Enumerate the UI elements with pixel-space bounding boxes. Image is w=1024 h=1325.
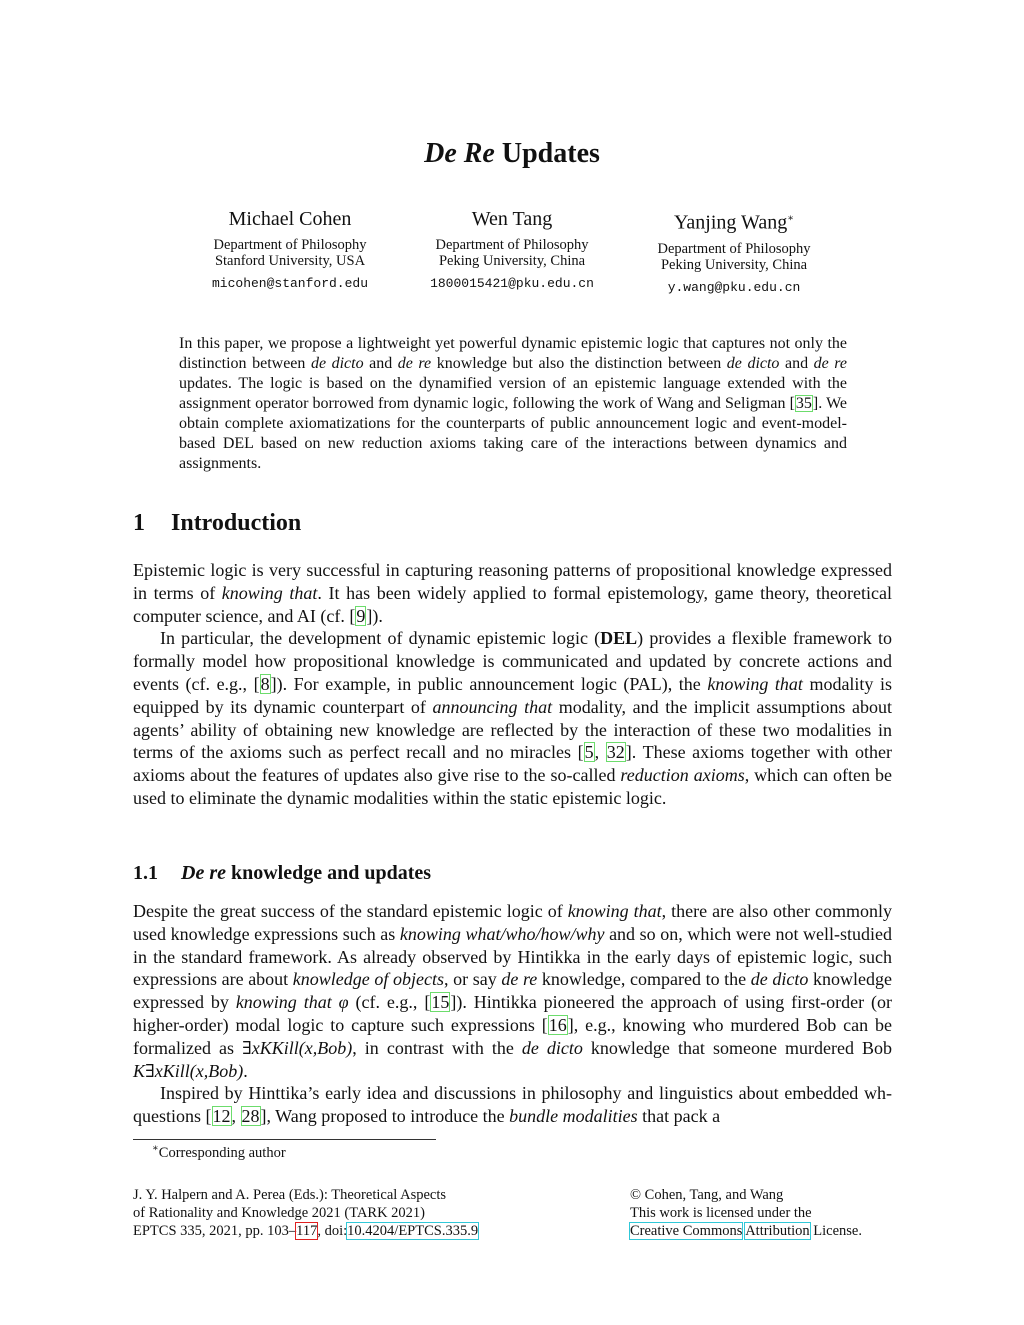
subsection-body xyxy=(133,900,892,1128)
subsection-heading: 1.1 De re knowledge and updates xyxy=(133,862,432,884)
author-dept: Department of Philosophy xyxy=(213,237,367,253)
author-email[interactable]: y.wang@pku.edu.cn xyxy=(667,279,801,295)
paragraph: In particular, the development of dynamic epistemic logic (DEL) provides a flexible framework to formally model how propositional knowledge is communicated and updated by concrete actions and events (cf. e.g., [8]). For example, in public announcement logic (PAL), the knowing that modality is equipped by its dynamic counterpart of announcing that modality, and the implicit assumptions about agents’ ability of obtaining new knowledge are reflected by the interaction of these two modalities in terms of the axioms such as perfect recall and no miracles [5, 32]. These axioms together with other axioms about the features of updates also give rise to the so-called reduction axioms, which can often be used to eliminate the dynamic modalities within the static epistemic logic. xyxy=(133,628,893,808)
paragraph: Despite the great success of the standard epistemic logic of knowing that, there are also other commonly used knowledge expressions such as knowing what/who/how/why and so on, which were not well-studied in the standard framework. As already observed by Hintikka in the early days of epistemic logic, such expressions are about knowledge of objects, or say de re knowledge, compared to the de dicto knowledge expressed by knowing that φ (cf. e.g., [15]). Hintikka pioneered the approach of using first-order (or higher-order) modal logic to capture such expressions [16], e.g., knowing who murdered Bob can be formalized as ∃xKKill(x,Bob), in contrast with the de dicto knowledge that someone murdered Bob K∃xKill(x,Bob). xyxy=(133,901,893,1081)
formula: ∃xKKill(x,Bob) xyxy=(242,1037,353,1058)
title-rest: Updates xyxy=(501,138,600,169)
footer-citation: J. Y. Halpern and A. Perea (Eds.): Theoretical Aspects of Rationality and Knowledge 2021 (TARK 2021) EPTCS 335, 2021, pp. 103–117, doi:10.4204/EPTCS.335.9 xyxy=(133,1187,479,1239)
author-block xyxy=(392,207,632,291)
author-name: Michael Cohen xyxy=(228,208,352,230)
author-name: Yanjing Wang xyxy=(673,211,788,234)
section-number: 1 xyxy=(133,510,145,536)
citation-link[interactable]: 5 xyxy=(584,742,594,763)
footnote: ∗Corresponding author xyxy=(152,1143,286,1161)
author-dept: Department of Philosophy xyxy=(657,240,811,257)
creative-commons-link[interactable]: Creative Commons xyxy=(630,1223,743,1239)
footer-license: © Cohen, Tang, and Wang This work is licensed under the Creative Commons Attribution License. xyxy=(630,1187,862,1239)
author-block xyxy=(170,207,410,291)
section-title: Introduction xyxy=(171,510,302,536)
subsection-number: 1.1 xyxy=(133,862,158,884)
abstract: In this paper, we propose a lightweight yet powerful dynamic epistemic logic that captures not only the distinction between de dicto and de re knowledge but also the distinction between de dicto and de re updates. The logic is based on the dynamified version of an epistemic language extended with the assignment operator borrowed from dynamic logic, following the work of Wang and Seligman [35]. We obtain complete axiomatizations for the counterparts of public announcement logic and event-model-based DEL based on new reduction axioms taking care of the interactions between dynamics and assignments. xyxy=(179,335,848,472)
attribution-link[interactable]: Attribution xyxy=(745,1223,810,1239)
author-univ: Peking University, China xyxy=(660,256,808,273)
citation-link[interactable]: 35 xyxy=(795,395,812,412)
citation-link[interactable]: 8 xyxy=(260,673,270,694)
author-email[interactable]: 1800015421@pku.edu.cn xyxy=(430,276,594,291)
author-email[interactable]: micohen@stanford.edu xyxy=(211,276,369,291)
last-page-link[interactable]: 117 xyxy=(296,1223,318,1239)
paragraph: Epistemic logic is very successful in capturing reasoning patterns of propositional knowledge expressed in terms of knowing that. It has been widely applied to formal epistemology, game theory, theoretical computer science, and AI (cf. [9]). xyxy=(133,560,892,626)
author-name: Wen Tang xyxy=(471,208,553,230)
author-univ: Stanford University, USA xyxy=(214,253,366,269)
author-footnote-mark[interactable]: ∗ xyxy=(787,213,795,224)
intro-body xyxy=(133,559,892,810)
doi-link[interactable]: 10.4204/EPTCS.335.9 xyxy=(347,1223,479,1239)
formula: K∃xKill(x,Bob) xyxy=(133,1060,244,1081)
paper-title xyxy=(0,138,1024,170)
citation-link[interactable]: 9 xyxy=(356,605,366,626)
title-italic: De Re xyxy=(424,138,495,169)
section-heading xyxy=(133,510,301,537)
citation-link[interactable]: 16 xyxy=(548,1014,567,1035)
citation-link[interactable]: 28 xyxy=(241,1106,260,1127)
author-dept: Department of Philosophy xyxy=(435,237,589,253)
citation-link[interactable]: 15 xyxy=(431,992,450,1013)
citation-link[interactable]: 12 xyxy=(212,1106,231,1127)
author-block xyxy=(614,207,854,295)
paragraph: Inspired by Hinttika’s early idea and discussions in philosophy and linguistics about embedded wh-questions [12, 28], Wang proposed to introduce the bundle modalities that pack a xyxy=(133,1083,892,1127)
citation-link[interactable]: 32 xyxy=(606,742,625,763)
author-univ: Peking University, China xyxy=(438,253,586,269)
footnote-rule xyxy=(133,1139,436,1140)
